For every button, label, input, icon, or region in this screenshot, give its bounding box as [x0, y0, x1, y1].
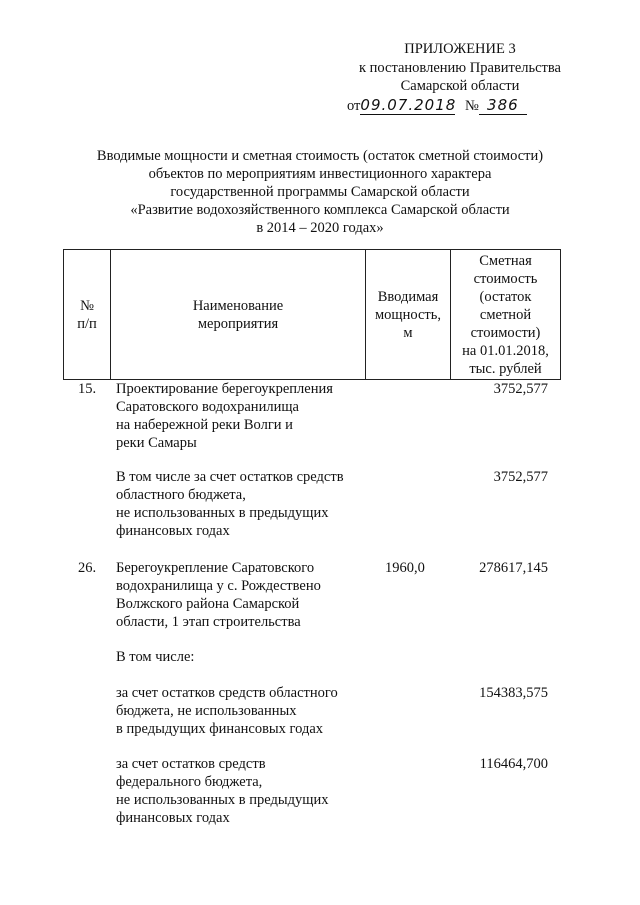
title-line-5: в 2014 – 2020 годах»	[256, 220, 384, 236]
date-value: 09.07.2018	[360, 96, 457, 114]
appendix-date-line	[347, 96, 577, 115]
title-line-2: объектов по мероприятиям инвестиционного характера	[148, 166, 492, 182]
row-3-capacity: 1960,0	[385, 560, 425, 576]
table-header	[63, 249, 561, 380]
row-1-cost: 3752,577	[493, 381, 548, 397]
row-1-num: 15.	[78, 381, 97, 397]
col-num-header: № п/п	[64, 250, 111, 380]
col-capacity-header: Вводимая мощность, м	[366, 250, 451, 380]
row-2-cost: 3752,577	[493, 469, 548, 485]
col-cost-header: Сметная стоимость (остаток сметной стоимости) на 01.01.2018, тыс. рублей	[451, 250, 561, 380]
appendix-title: ПРИЛОЖЕНИЕ 3	[404, 41, 516, 57]
title-line-4: «Развитие водохозяйственного комплекса Самарской области	[130, 202, 510, 218]
number-prefix: №	[465, 98, 479, 114]
number-value: 386	[479, 96, 527, 115]
title-line-1: Вводимые мощности и сметная стоимость (остаток сметной стоимости)	[96, 148, 544, 164]
row-2-name: В том числе за счет остатков средств областного бюджета, не использованных в предыдущих финансовых годах	[116, 469, 344, 539]
row-5-cost: 154383,575	[479, 685, 548, 701]
row-3-num: 26.	[78, 560, 97, 576]
date-prefix: от	[347, 98, 361, 114]
appendix-decree-line: к постановлению Правительства	[359, 60, 561, 76]
row-6-name: за счет остатков средств федерального бюджета, не использованных в предыдущих финансовых годах	[116, 756, 329, 826]
row-5-name: за счет остатков средств областного бюджета, не использованных в предыдущих финансовых годах	[116, 685, 338, 737]
row-4-name: В том числе:	[116, 649, 195, 665]
row-1-name: Проектирование берегоукрепления Саратовского водохранилища на набережной реки Волги и реки Самары	[116, 381, 333, 451]
appendix-region-line: Самарской области	[400, 78, 520, 94]
document-title	[60, 147, 580, 237]
row-3-cost: 278617,145	[479, 560, 548, 576]
row-3-name: Берегоукрепление Саратовского водохранилища у с. Рождествено Волжского района Самарской области, 1 этап строительства	[116, 560, 321, 630]
title-line-3: государственной программы Самарской области	[170, 184, 470, 200]
col-name-header: Наименование мероприятия	[111, 250, 366, 380]
row-6-cost: 116464,700	[479, 756, 548, 772]
